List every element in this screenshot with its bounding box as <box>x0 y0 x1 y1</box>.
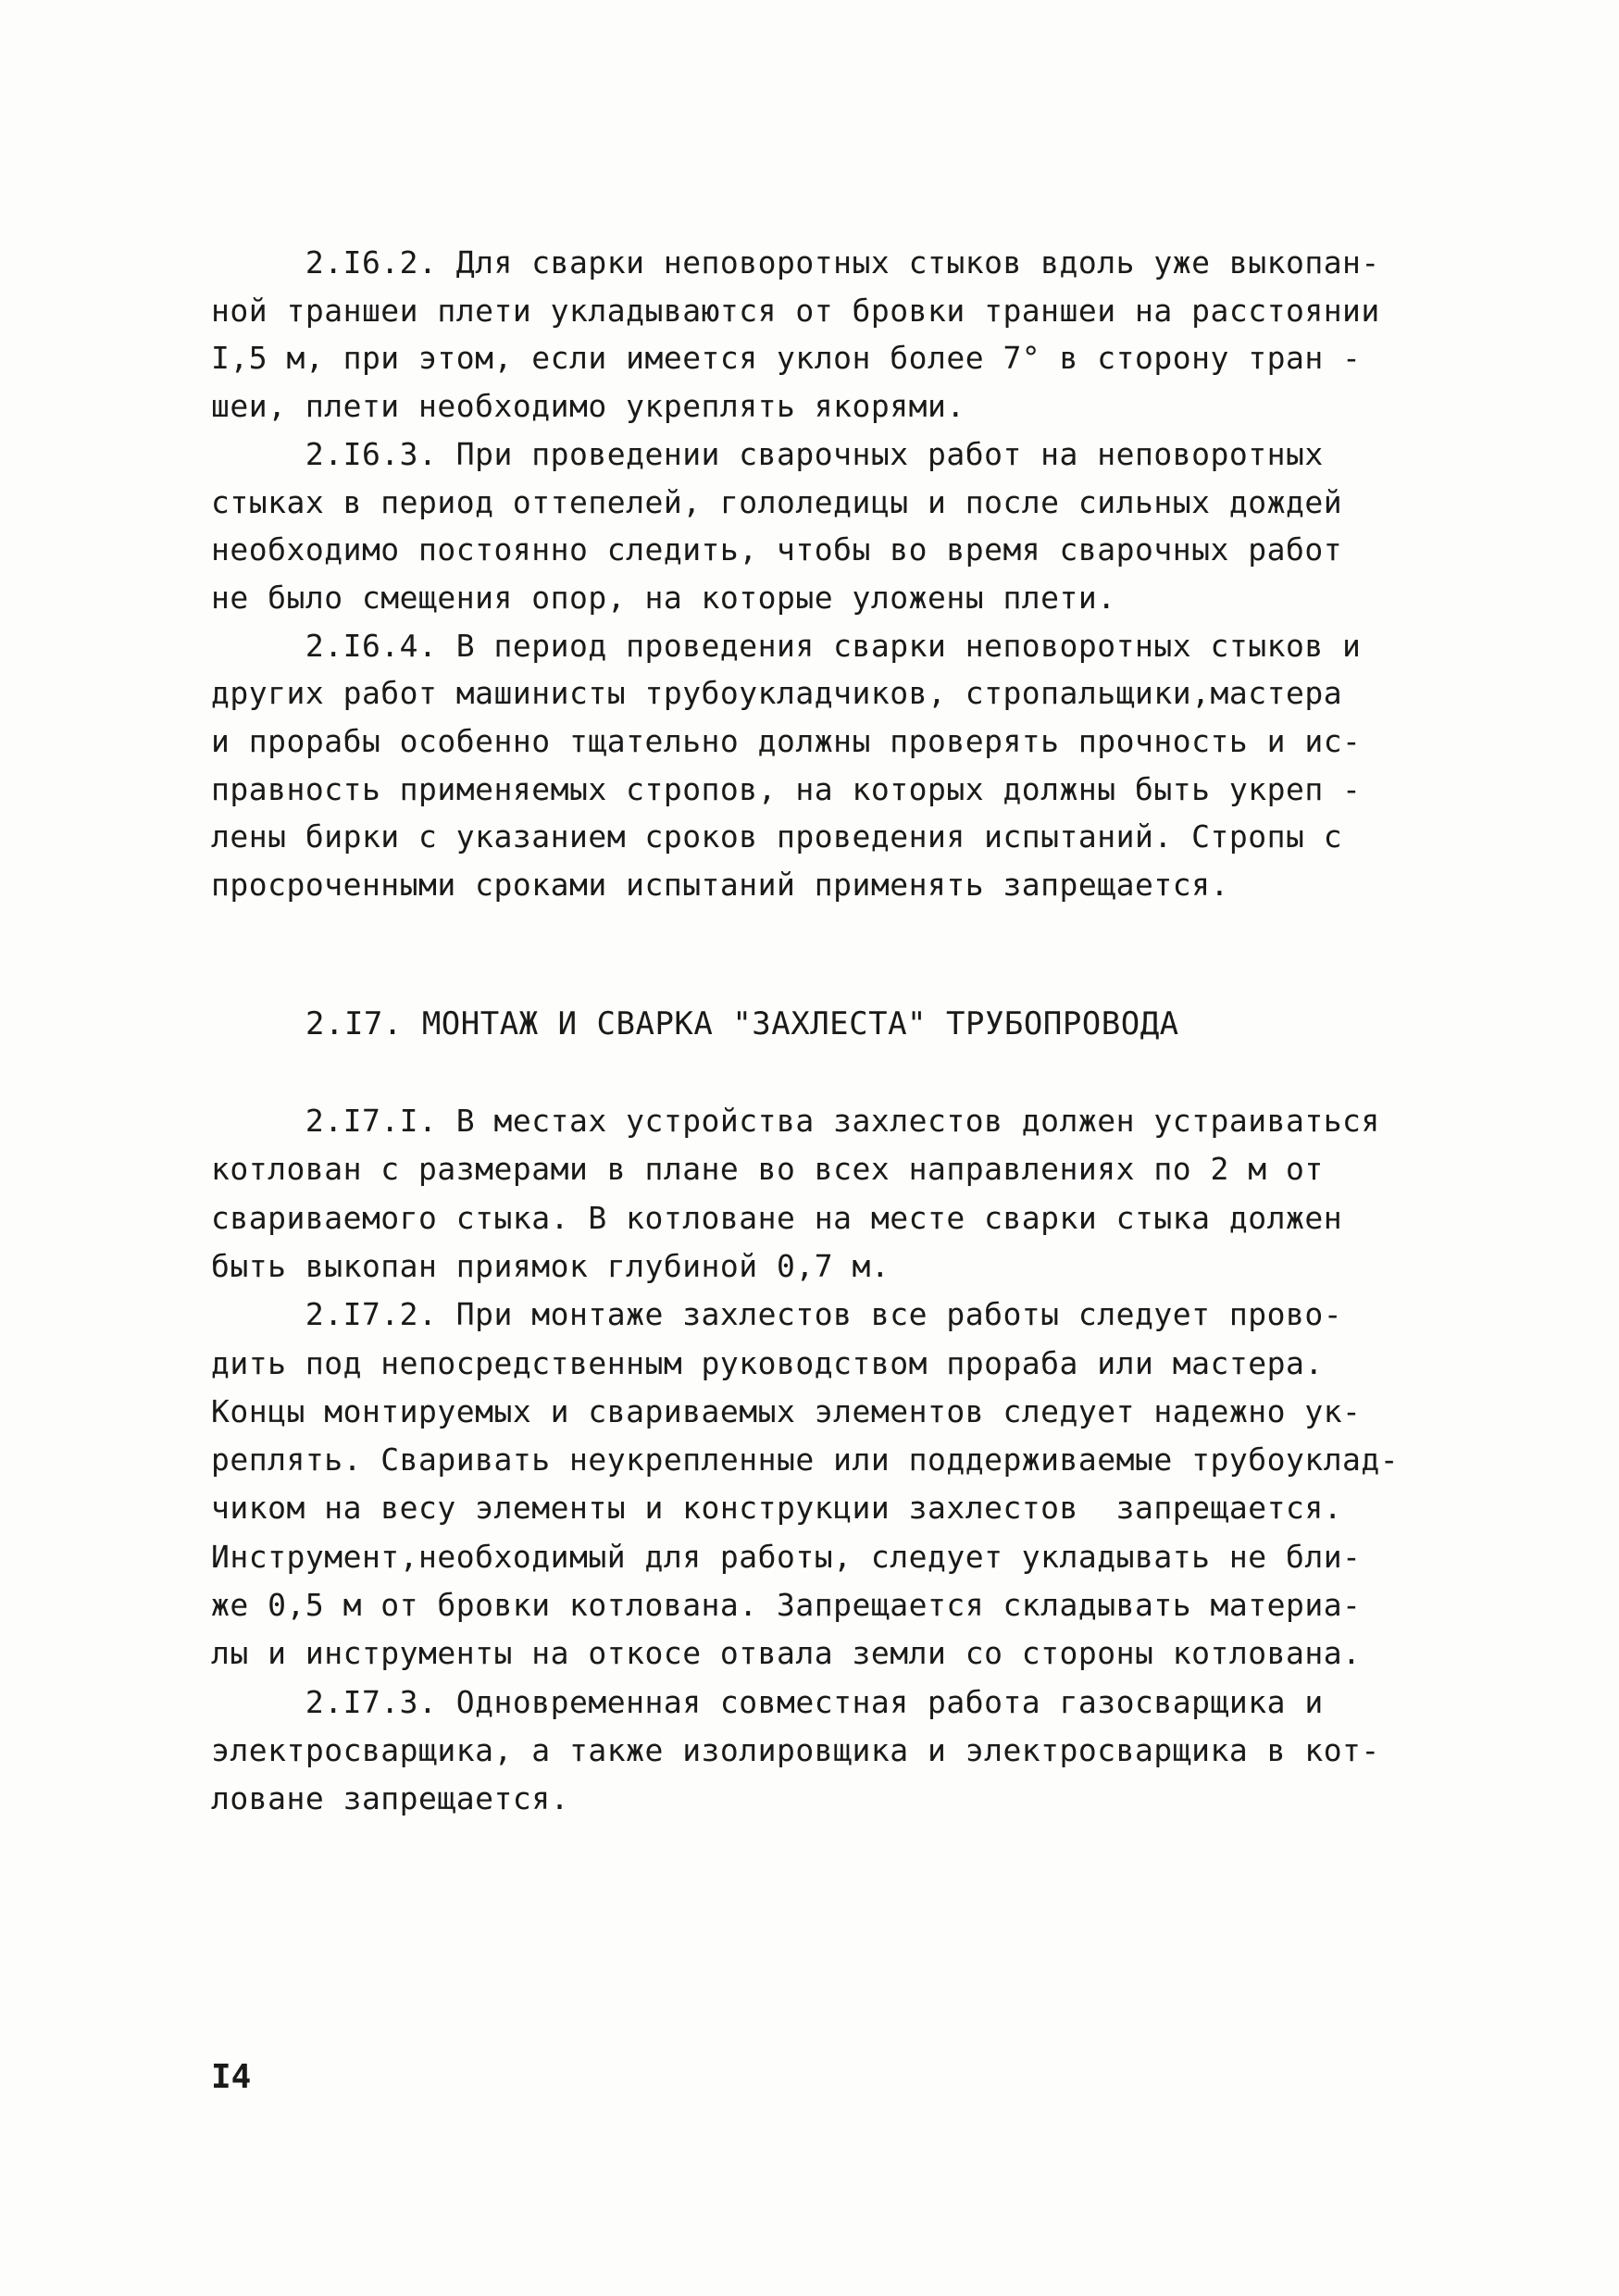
text-line: 2.I7.2. При монтаже захлестов все работы следует прово- <box>211 1296 1343 1333</box>
text-line: 2.I7.3. Одновременная совместная работа газосварщика и <box>211 1683 1324 1720</box>
text-line: ной траншеи плети укладываются от бровки траншеи на расстоянии <box>211 292 1380 329</box>
text-line: 2.I6.4. В период проведения сварки неповоротных стыков и <box>211 627 1362 664</box>
text-line: 2.I6.3. При проведении сварочных работ на неповоротных <box>211 435 1324 472</box>
page-number: I4 <box>211 2058 252 2096</box>
text-line: быть выкопан приямок глубиной 0,7 м. <box>211 1247 890 1284</box>
text-line: других работ машинисты трубоукладчиков, стропальщики,мастера <box>211 675 1343 712</box>
text-line: дить под непосредственным руководством прораба или мастера. <box>211 1344 1324 1381</box>
text-line: шеи, плети необходимо укреплять якорями. <box>211 388 965 425</box>
section-heading: 2.I7. МОНТАЖ И СВАРКА "ЗАХЛЕСТА" ТРУБОПРОВОДА <box>305 1005 1179 1042</box>
text-line: же 0,5 м от бровки котлована. Запрещается складывать материа- <box>211 1587 1362 1623</box>
text-line: Концы монтируемых и свариваемых элементов следует надежно ук- <box>211 1392 1362 1429</box>
text-line: 2.I6.2. Для сварки неповоротных стыков вдоль уже выкопан- <box>211 244 1380 281</box>
text-line: правность применяемых стропов, на которых должны быть укреп - <box>211 770 1362 807</box>
text-line: лены бирки с указанием сроков проведения испытаний. Стропы с <box>211 818 1343 855</box>
text-line: ловане запрещается. <box>211 1780 569 1817</box>
text-line: чиком на весу элементы и конструкции захлестов запрещается. <box>211 1490 1343 1527</box>
text-line: не было смещения опор, на которые уложены плети. <box>211 579 1116 616</box>
text-line: лы и инструменты на откосе отвала земли со стороны котлована. <box>211 1635 1362 1672</box>
text-line: просроченными сроками испытаний применять запрещается. <box>211 867 1229 904</box>
text-line: котлован с размерами в плане во всех направлениях по 2 м от <box>211 1151 1324 1188</box>
text-line: электросварщика, а также изолировщика и электросварщика в кот- <box>211 1731 1380 1768</box>
text-line: Инструмент,необходимый для работы, следует укладывать не бли- <box>211 1538 1362 1575</box>
text-line: 2.I7.I. В местах устройства захлестов должен устраиваться <box>211 1103 1380 1139</box>
text-line: стыках в период оттепелей, гололедицы и после сильных дождей <box>211 483 1343 520</box>
text-line: реплять. Сваривать неукрепленные или поддерживаемые трубоуклад- <box>211 1441 1400 1479</box>
text-line: свариваемого стыка. В котловане на месте сварки стыка должен <box>211 1199 1343 1236</box>
text-line: I,5 м, при этом, если имеется уклон более 7° в сторону тран - <box>211 340 1362 377</box>
text-line: и прорабы особенно тщательно должны проверять прочность и ис- <box>211 723 1362 759</box>
text-line: необходимо постоянно следить, чтобы во время сварочных работ <box>211 531 1343 568</box>
